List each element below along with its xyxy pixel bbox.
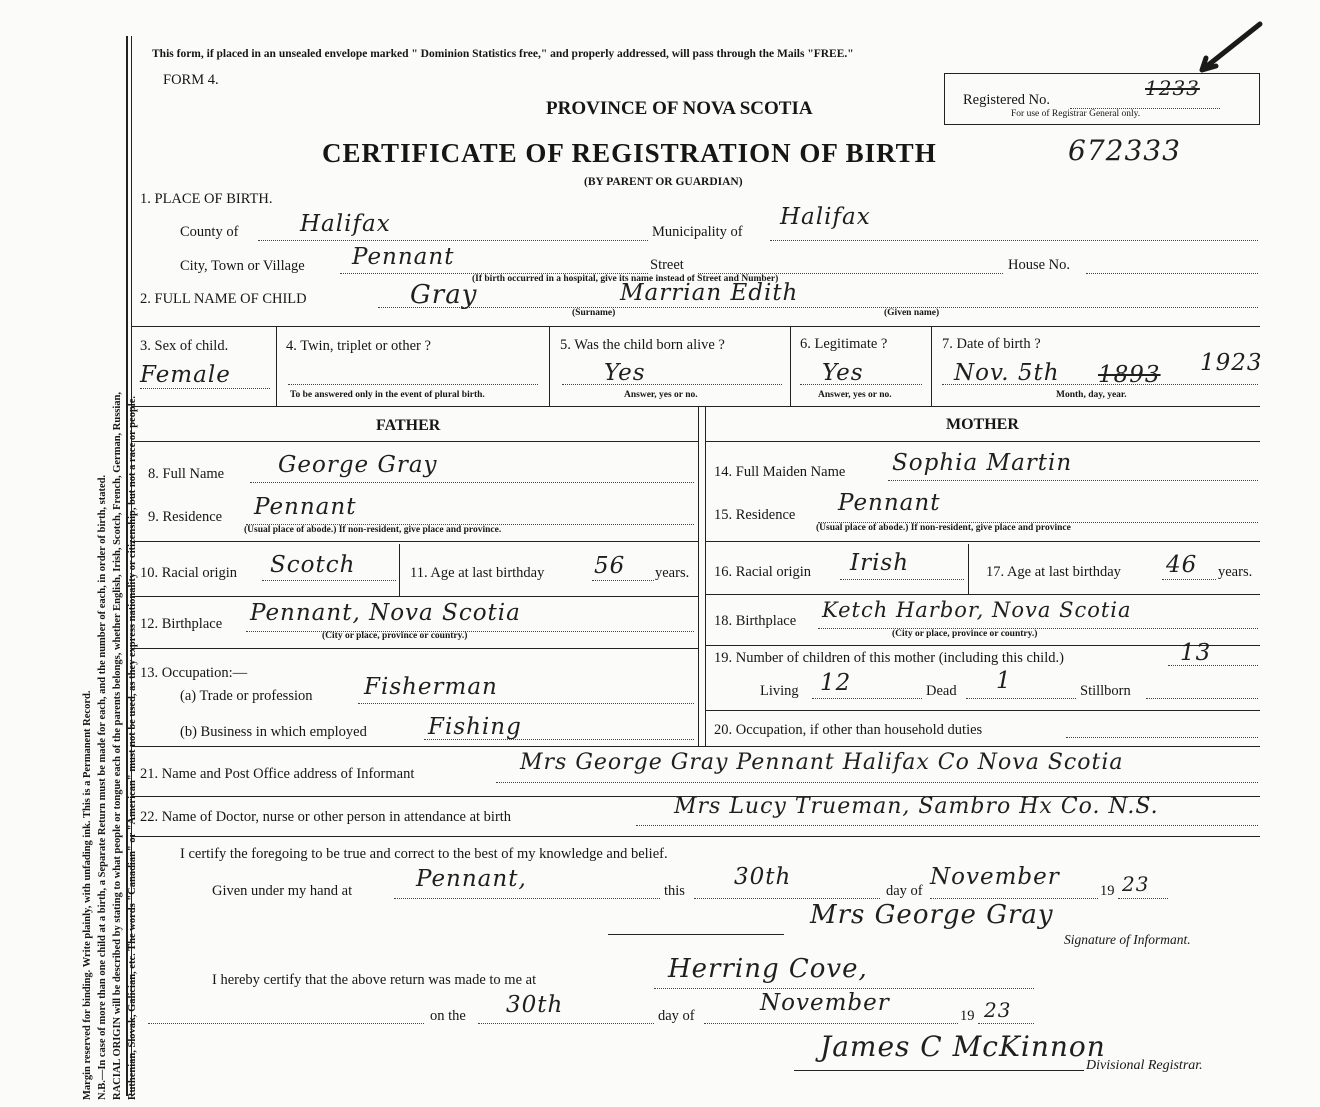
mother-birthplace-label: 18. Birthplace xyxy=(714,613,797,629)
father-residence-value: Pennant xyxy=(254,494,357,520)
twin-line xyxy=(288,384,538,385)
mother-name-value: Sophia Martin xyxy=(892,450,1073,476)
registrar-caption: Divisional Registrar. xyxy=(1086,1058,1203,1073)
margin-note-line: Margin reserved for binding. Write plainly, with unfading ink. This is a Permanent Record. xyxy=(82,690,93,1100)
rule xyxy=(132,541,698,542)
father-heading: FATHER xyxy=(376,417,441,434)
father-birthplace-label: 12. Birthplace xyxy=(140,616,223,632)
margin-note-line: Ruthenian, Slovak, Galician, etc. The words "Canadian" or "American" must not be used, as they express nationality or citizenship, but not a race or people. xyxy=(127,395,138,1100)
doctor-value: Mrs Lucy Trueman, Sambro Hx Co. N.S. xyxy=(674,794,1159,819)
informant-line xyxy=(496,782,1258,783)
signature-rule xyxy=(608,934,784,935)
children-label: 19. Number of children of this mother (including this child.) xyxy=(714,650,1064,666)
mother-age-label: 17. Age at last birthday xyxy=(986,564,1121,580)
hospital-note: (If birth occurred in a hospital, give its name instead of Street and Number) xyxy=(472,274,779,284)
return-day-of-label: day of xyxy=(658,1008,695,1024)
dead-line xyxy=(966,698,1076,699)
municipality-value: Halifax xyxy=(780,204,871,230)
form-number: FORM 4. xyxy=(163,72,219,88)
day-of-label: day of xyxy=(886,883,923,899)
sex-value: Female xyxy=(140,362,231,388)
dob-struck-year: 1893 xyxy=(1098,362,1161,388)
rule xyxy=(706,594,1260,595)
rule xyxy=(132,596,698,597)
dead-label: Dead xyxy=(926,683,957,699)
day-line xyxy=(694,898,880,899)
mother-age-line xyxy=(1162,579,1216,580)
province-heading: PROVINCE OF NOVA SCOTIA xyxy=(546,98,813,119)
return-label: I hereby certify that the above return was made to me at xyxy=(212,972,537,988)
father-name-line xyxy=(250,482,694,483)
mother-residence-value: Pennant xyxy=(838,490,941,516)
mother-birthplace-line xyxy=(818,628,1258,629)
county-value: Halifax xyxy=(300,211,391,237)
rule xyxy=(276,326,277,406)
given-label: Given under my hand at xyxy=(212,883,353,899)
stillborn-line xyxy=(1146,698,1258,699)
rule xyxy=(132,441,698,442)
rule xyxy=(132,326,1260,327)
twin-label: 4. Twin, triplet or other ? xyxy=(286,338,431,354)
signature-caption: Signature of Informant. xyxy=(1064,932,1191,947)
informant-label: 21. Name and Post Office address of Informant xyxy=(140,766,415,782)
informant-signature: Mrs George Gray xyxy=(810,900,1054,930)
given-place-line xyxy=(394,898,660,899)
rule xyxy=(132,648,698,649)
child-name-line xyxy=(378,307,1258,308)
mother-birthplace-value: Ketch Harbor, Nova Scotia xyxy=(822,598,1132,622)
legitimate-caption: Answer, yes or no. xyxy=(818,390,892,400)
county-line xyxy=(258,240,648,241)
on-the-label: on the xyxy=(430,1008,466,1024)
rule xyxy=(706,710,1260,711)
sex-label: 3. Sex of child. xyxy=(140,338,229,354)
return-month-value: November xyxy=(760,990,890,1016)
alive-line xyxy=(562,384,782,385)
municipality-line xyxy=(770,240,1258,241)
city-label: City, Town or Village xyxy=(180,258,305,274)
return-day-line xyxy=(478,1023,654,1024)
rule xyxy=(705,406,706,746)
registered-struck-value: 1233 xyxy=(1145,76,1200,100)
month-line xyxy=(930,898,1098,899)
return-year-prefix: 19 xyxy=(960,1008,975,1024)
rule xyxy=(968,544,969,594)
given-place-value: Pennant, xyxy=(416,866,527,892)
father-residence-label: 9. Residence xyxy=(148,509,223,525)
street-label: Street xyxy=(650,257,684,273)
child-surname: Gray xyxy=(410,280,478,310)
father-age-unit: years. xyxy=(655,565,690,581)
child-given-name: Marrian Edith xyxy=(620,280,799,306)
alive-value: Yes xyxy=(604,360,646,386)
place-of-birth-heading: 1. PLACE OF BIRTH. xyxy=(140,191,273,207)
mother-birthplace-caption: (City or place, province or country.) xyxy=(892,629,1038,639)
city-value: Pennant xyxy=(352,244,455,270)
children-value: 13 xyxy=(1180,640,1212,666)
trade-label: (a) Trade or profession xyxy=(180,688,313,704)
year-line xyxy=(1118,898,1168,899)
house-label: House No. xyxy=(1008,257,1071,273)
rule xyxy=(132,746,1260,747)
living-label: Living xyxy=(760,683,799,699)
day-value: 30th xyxy=(734,864,792,890)
return-day-value: 30th xyxy=(506,992,564,1018)
mother-occupation-label: 20. Occupation, if other than household duties xyxy=(714,722,983,738)
page-title: CERTIFICATE OF REGISTRATION OF BIRTH xyxy=(322,138,937,168)
municipality-label: Municipality of xyxy=(652,224,743,240)
father-name-label: 8. Full Name xyxy=(148,466,225,482)
mail-notice: This form, if placed in an unsealed envelope marked " Dominion Statistics free," and properly addressed, will pass through the Mails "FREE." xyxy=(152,48,854,60)
year-suffix: 23 xyxy=(1122,872,1150,896)
registered-note: For use of Registrar General only. xyxy=(1011,109,1141,119)
rule xyxy=(132,406,1260,407)
living-line xyxy=(812,698,922,699)
rule xyxy=(706,645,1260,646)
rule xyxy=(549,326,550,406)
year-prefix: 19 xyxy=(1100,883,1115,899)
legitimate-label: 6. Legitimate ? xyxy=(800,336,888,352)
page-subtitle: (BY PARENT OR GUARDIAN) xyxy=(584,176,743,188)
margin-notes xyxy=(80,80,140,1100)
rule xyxy=(790,326,791,406)
mother-racial-value: Irish xyxy=(850,550,910,576)
return-lead-line xyxy=(148,1023,424,1024)
father-residence-caption: (Usual place of abode.) If non-resident, give place and province. xyxy=(244,525,502,535)
house-line xyxy=(1086,273,1258,274)
mother-heading: MOTHER xyxy=(946,416,1019,433)
father-racial-line xyxy=(262,580,396,581)
informant-value: Mrs George Gray Pennant Halifax Co Nova Scotia xyxy=(520,750,1124,775)
registered-box xyxy=(944,73,1260,125)
mother-racial-label: 16. Racial origin xyxy=(714,564,812,580)
this-label: this xyxy=(664,883,685,899)
business-value: Fishing xyxy=(428,714,522,740)
given-caption: (Given name) xyxy=(884,308,940,318)
living-value: 12 xyxy=(820,670,852,696)
child-name-label: 2. FULL NAME OF CHILD xyxy=(140,291,307,307)
rule xyxy=(706,441,1260,442)
trade-line xyxy=(358,703,694,704)
month-value: November xyxy=(930,864,1060,890)
check-mark-icon xyxy=(1196,18,1266,76)
rule xyxy=(399,544,400,596)
father-racial-value: Scotch xyxy=(270,552,356,578)
mother-age-value: 46 xyxy=(1166,552,1198,578)
mother-residence-label: 15. Residence xyxy=(714,507,796,523)
certify-statement: I certify the foregoing to be true and correct to the best of my knowledge and belief. xyxy=(180,846,668,862)
dob-value: Nov. 5th xyxy=(954,360,1060,386)
rule xyxy=(698,406,699,746)
rule xyxy=(931,326,932,406)
registrar-rule xyxy=(794,1070,1084,1071)
father-name-value: George Gray xyxy=(278,452,438,478)
father-age-label: 11. Age at last birthday xyxy=(410,565,545,581)
alive-caption: Answer, yes or no. xyxy=(624,390,698,400)
return-place-value: Herring Cove, xyxy=(668,954,868,984)
return-place-line xyxy=(654,988,1034,989)
rule xyxy=(132,836,1260,837)
doctor-label: 22. Name of Doctor, nurse or other person in attendance at birth xyxy=(140,809,512,825)
registered-label: Registered No. xyxy=(963,92,1050,108)
stillborn-label: Stillborn xyxy=(1080,683,1131,699)
twin-caption: To be answered only in the event of plural birth. xyxy=(290,390,485,400)
father-age-value: 56 xyxy=(594,553,626,579)
father-age-line xyxy=(592,580,654,581)
return-year-line xyxy=(978,1023,1034,1024)
business-label: (b) Business in which employed xyxy=(180,724,367,740)
mother-racial-line xyxy=(840,579,964,580)
margin-note-line: RACIAL ORIGIN will be described by stating to what people or tongue each of the parents belongs, whether English, Irish, Scotch, French, German, Russian, xyxy=(112,391,123,1100)
mother-residence-caption: (Usual place of abode.) If non-resident, give place and province xyxy=(816,523,1071,533)
handwritten-number: 672333 xyxy=(1068,134,1181,167)
father-birthplace-line xyxy=(246,631,694,632)
occupation-label: 13. Occupation:— xyxy=(140,665,248,681)
doctor-line xyxy=(636,825,1258,826)
mother-name-line xyxy=(888,480,1258,481)
sex-line xyxy=(140,388,270,389)
alive-label: 5. Was the child born alive ? xyxy=(560,337,725,353)
mother-occupation-line xyxy=(1066,737,1258,738)
dob-label: 7. Date of birth ? xyxy=(942,336,1041,352)
father-racial-label: 10. Racial origin xyxy=(140,565,238,581)
mother-name-label: 14. Full Maiden Name xyxy=(714,464,846,480)
return-month-line xyxy=(704,1023,958,1024)
rule xyxy=(706,541,1260,542)
mother-age-unit: years. xyxy=(1218,564,1253,580)
county-label: County of xyxy=(180,224,239,240)
registrar-signature: James C McKinnon xyxy=(820,1030,1106,1063)
father-birthplace-value: Pennant, Nova Scotia xyxy=(250,600,521,626)
return-year-suffix: 23 xyxy=(984,998,1012,1022)
dead-value: 1 xyxy=(996,668,1012,694)
margin-note-line: N.B.—In case of more than one child at a birth, a Separate Return must be made for each, and the number of each, in order of birth, stated. xyxy=(97,474,108,1100)
dob-caption: Month, day, year. xyxy=(1056,390,1127,400)
trade-value: Fisherman xyxy=(364,674,498,700)
surname-caption: (Surname) xyxy=(572,308,616,318)
legitimate-value: Yes xyxy=(822,360,864,386)
dob-year: 1923 xyxy=(1200,350,1263,376)
father-birthplace-caption: (City or place, province or country.) xyxy=(322,631,468,641)
